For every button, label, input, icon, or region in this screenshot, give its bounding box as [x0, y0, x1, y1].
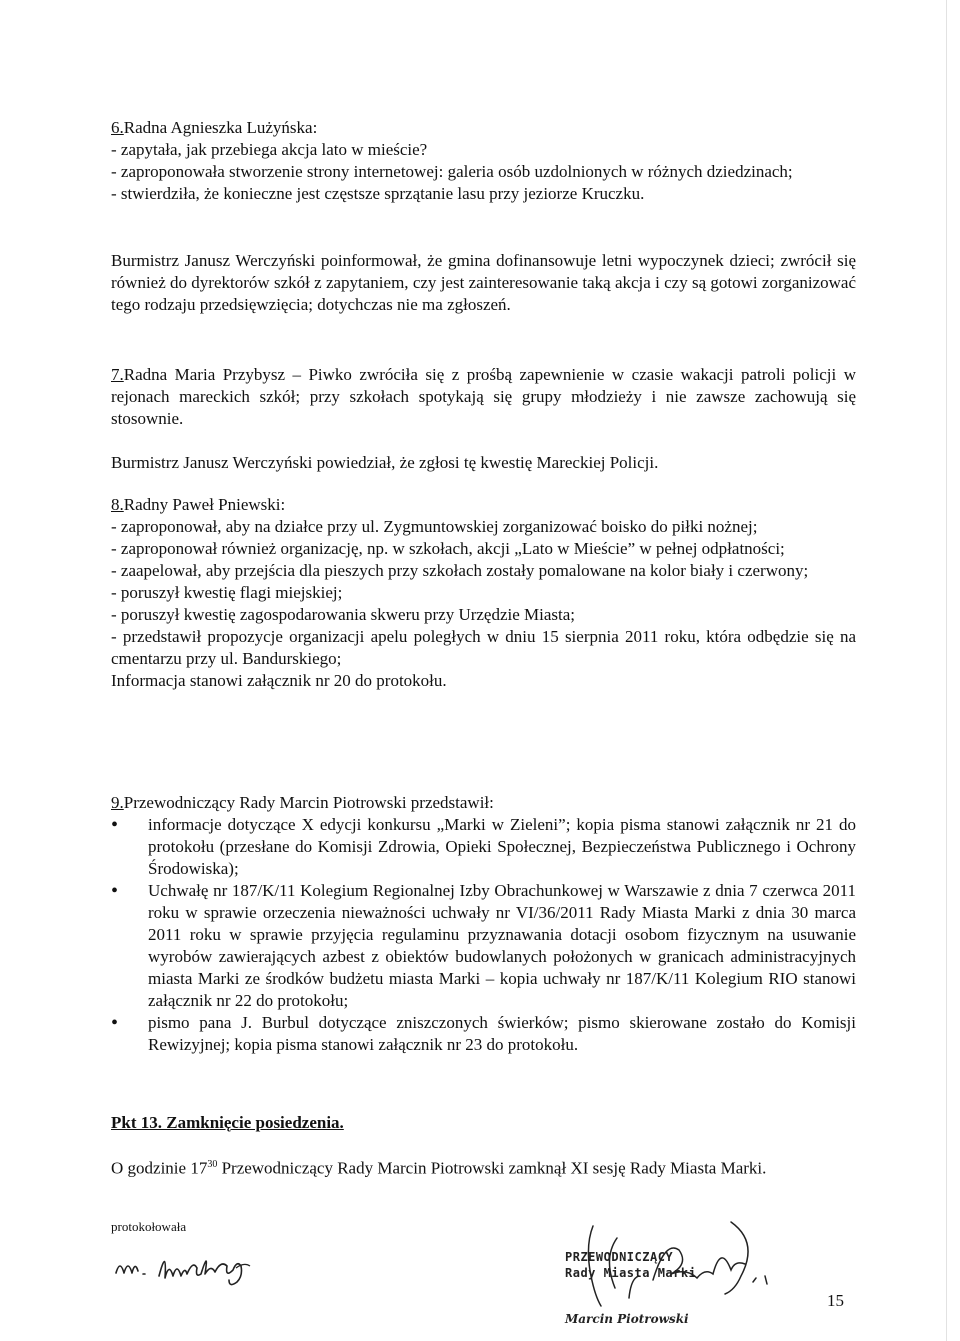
section-9-bullet-3: • pismo pana J. Burbul dotyczące zniszczonych świerków; pismo skierowane zostało do Komisji Rewizyjnej; kopia pisma stanowi załącznik nr 23 do protokołu. [111, 1012, 856, 1056]
section-8 [111, 494, 856, 692]
recorder-signature [111, 1238, 341, 1293]
stamp-title: PRZEWODNICZĄCY [565, 1250, 674, 1264]
pkt-13-text: O godzinie $17^{30}$ Przewodniczący Rady Marcin Piotrowski zamknął XI sesję Rady Miasta Marki. [111, 1158, 767, 1178]
pkt-13-heading: Pkt 13. Zamknięcie posiedzenia. [111, 1113, 344, 1132]
section-8-line-7: Informacja stanowi załącznik nr 20 do protokołu. [111, 671, 447, 690]
section-9-bullet-2: • Uchwałę nr 187/K/11 Kolegium Regionalnej Izby Obrachunkowej w Warszawie z dnia 7 czerwca 2011 roku w sprawie orzeczenia nieważności uchwały nr VI/36/2011 Rady Miasta Marki z dnia 30 marca 2011 roku w sprawie przyjęcia regulaminu przyznawania dotacji osobom fizycznym na usuwanie wyrobów zawierających azbest z obiektów budowlanych położonych w granicach administracyjnych miasta Marki ze środków budżetu miasta Marki – kopia uchwały nr 187/K/11 Kolegium RIO stanowi załącznik nr 22 do protokołu; [111, 880, 856, 1012]
section-6-line-1: - zapytała, jak przebiega akcja lato w mieście? [111, 140, 428, 159]
section-7-answer: Burmistrz Janusz Werczyński powiedział, że zgłosi tę kwestię Mareckiej Policji. [111, 453, 659, 472]
section-7-text: Radna Maria Przybysz – Piwko zwróciła się z prośbą zapewnienie w czasie wakacji patroli policji w rejonach mareckich szkół; przy szkołach spotykają się grupy młodzieży i nie zawsze zachowują się stosownie. [111, 365, 856, 428]
section-7 [111, 364, 856, 430]
section-9 [111, 792, 856, 1056]
section-6-heading: 6.Radna Agnieszka Lużyńska: [111, 118, 318, 137]
section-8-line-4: - poruszył kwestię flagi miejskiej; [111, 583, 343, 602]
section-8-line-5: - poruszył kwestię zagospodarowania skweru przy Urzędzie Miasta; [111, 605, 576, 624]
section-6-line-2: - zaproponowała stworzenie strony internetowej: galeria osób uzdolnionych w różnych dziedzinach; [111, 162, 793, 181]
section-9-heading: 9.Przewodniczący Rady Marcin Piotrowski przedstawił: [111, 793, 494, 812]
section-8-line-6: - przedstawił propozycje organizacji apelu poległych w dniu 15 sierpnia 2011 roku, która odbędzie się na cmentarzu przy ul. Bandurskiego; [111, 627, 856, 668]
section-6 [111, 117, 856, 205]
stamp-name: Marcin Piotrowski [565, 1312, 689, 1326]
page-edge-line [946, 0, 947, 1341]
stamp-council: Rady Miasta Marki [565, 1266, 697, 1280]
section-9-list [111, 814, 856, 1056]
section-6-line-3: - stwierdziła, że konieczne jest częstsze sprzątanie lasu przy jeziorze Kruczku. [111, 184, 645, 203]
section-8-line-2: - zaproponował również organizację, np. w szkołach, akcji „Lato w Mieście” w pełnej odpłatności; [111, 539, 785, 558]
section-8-line-1: - zaproponował, aby na działce przy ul. Zygmuntowskiej zorganizować boisko do piłki nożnej; [111, 517, 758, 536]
section-7-number: 7. [111, 365, 124, 384]
recorder-label: protokołowała [111, 1219, 187, 1234]
chairman-stamp [555, 1218, 795, 1333]
section-8-line-3: - zaapelował, aby przejścia dla pieszych przy szkołach zostały pomalowane na kolor biały i czerwony; [111, 561, 809, 580]
section-8-heading: 8.Radny Paweł Pniewski: [111, 495, 286, 514]
section-9-bullet-1: • informacje dotyczące X edycji konkursu „Marki w Zieleni”; kopia pisma stanowi załącznik nr 21 do protokołu (przesłane do Komisji Zdrowia, Opieki Społecznej, Bezpieczeństwa Publicznego i Ochrony Środowiska); [111, 814, 856, 880]
section-6-answer: Burmistrz Janusz Werczyński poinformował, że gmina dofinansowuje letni wypoczynek dzieci; zwrócił się również do dyrektorów szkół z zapytaniem, czy jest zainteresowanie taką akcja i czy są gotowi zorganizować tego rodzaju przedsięwzięcia; dotychczas nie ma zgłoszeń. [111, 251, 856, 314]
page-number: 15 [827, 1291, 844, 1310]
